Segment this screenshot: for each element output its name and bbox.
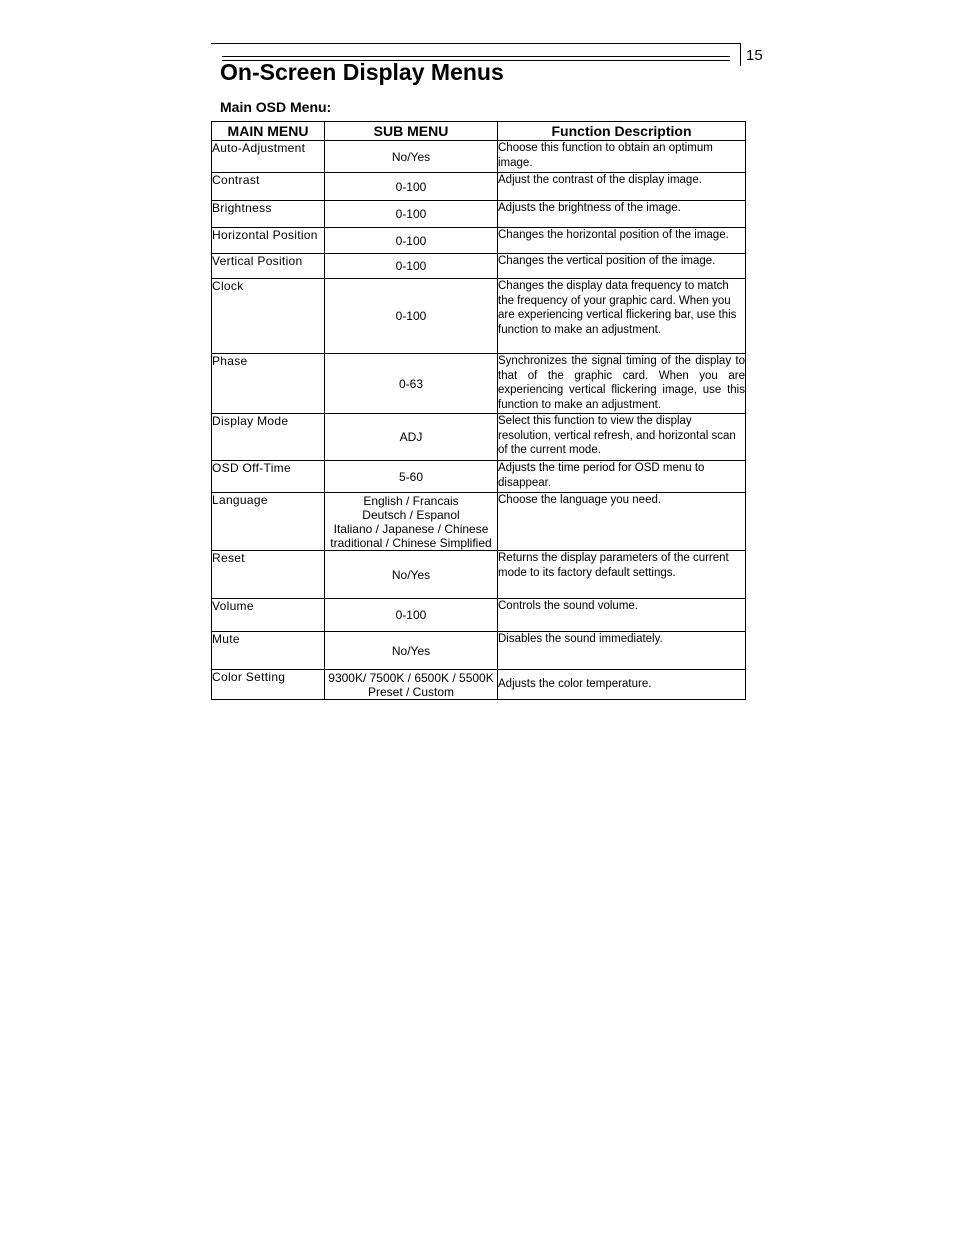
table-row bbox=[212, 670, 746, 700]
table-header-row bbox=[212, 122, 746, 141]
sub-menu-cell: No/Yes bbox=[325, 551, 498, 599]
main-menu-cell: Contrast bbox=[212, 173, 325, 201]
sub-menu-cell: No/Yes bbox=[325, 141, 498, 173]
table-row bbox=[212, 632, 746, 670]
main-menu-cell: Language bbox=[212, 493, 325, 551]
table-row bbox=[212, 414, 746, 461]
main-menu-cell: Auto-Adjustment bbox=[212, 141, 325, 173]
sub-menu-cell: No/Yes bbox=[325, 632, 498, 670]
description-cell: Changes the display data frequency to match the frequency of your graphic card. When you are experiencing vertical flickering bar, use this function to make an adjustment. bbox=[498, 279, 746, 354]
header-rule bbox=[211, 43, 741, 44]
description-cell: Returns the display parameters of the current mode to its factory default settings. bbox=[498, 551, 746, 599]
page-number-divider bbox=[740, 44, 741, 66]
header-sub-menu: SUB MENU bbox=[325, 122, 498, 141]
main-menu-cell: Phase bbox=[212, 354, 325, 414]
table-row bbox=[212, 279, 746, 354]
header-main-menu: MAIN MENU bbox=[212, 122, 325, 141]
description-cell: Changes the vertical position of the image. bbox=[498, 254, 746, 279]
table-row bbox=[212, 551, 746, 599]
sub-menu-cell: 0-100 bbox=[325, 254, 498, 279]
table-row bbox=[212, 173, 746, 201]
sub-menu-cell: 5-60 bbox=[325, 461, 498, 493]
sub-menu-cell: 0-100 bbox=[325, 599, 498, 632]
table-row bbox=[212, 493, 746, 551]
sub-menu-cell: English / Francais Deutsch / Espanol Italiano / Japanese / Chinese traditional / Chinese Simplified bbox=[325, 493, 498, 551]
table-row bbox=[212, 254, 746, 279]
main-menu-cell: Vertical Position bbox=[212, 254, 325, 279]
description-cell: Synchronizes the signal timing of the display to that of the graphic card. When you are experiencing vertical flickering image, use this function to make an adjustment. bbox=[498, 354, 746, 414]
table-row bbox=[212, 201, 746, 228]
sub-menu-cell: 0-63 bbox=[325, 354, 498, 414]
description-cell: Disables the sound immediately. bbox=[498, 632, 746, 670]
description-cell: Adjusts the color temperature. bbox=[498, 670, 746, 700]
osd-menu-table bbox=[211, 121, 746, 700]
section-title: Main OSD Menu: bbox=[220, 99, 332, 115]
sub-menu-cell: 9300K/ 7500K / 6500K / 5500K Preset / Custom bbox=[325, 670, 498, 700]
description-cell: Choose this function to obtain an optimum image. bbox=[498, 141, 746, 173]
main-menu-cell: Clock bbox=[212, 279, 325, 354]
sub-menu-cell: 0-100 bbox=[325, 201, 498, 228]
table-row bbox=[212, 228, 746, 254]
description-cell: Controls the sound volume. bbox=[498, 599, 746, 632]
main-menu-cell: Horizontal Position bbox=[212, 228, 325, 254]
table-row bbox=[212, 141, 746, 173]
sub-menu-cell: ADJ bbox=[325, 414, 498, 461]
sub-menu-cell: 0-100 bbox=[325, 228, 498, 254]
description-cell: Changes the horizontal position of the image. bbox=[498, 228, 746, 254]
description-cell: Select this function to view the display resolution, vertical refresh, and horizontal scan of the current mode. bbox=[498, 414, 746, 461]
page-number: 15 bbox=[746, 47, 763, 64]
description-cell: Adjusts the brightness of the image. bbox=[498, 201, 746, 228]
main-menu-cell: Reset bbox=[212, 551, 325, 599]
description-cell: Adjust the contrast of the display image. bbox=[498, 173, 746, 201]
description-cell: Adjusts the time period for OSD menu to disappear. bbox=[498, 461, 746, 493]
description-cell: Choose the language you need. bbox=[498, 493, 746, 551]
main-menu-cell: OSD Off-Time bbox=[212, 461, 325, 493]
table-row bbox=[212, 599, 746, 632]
main-menu-cell: Volume bbox=[212, 599, 325, 632]
main-menu-cell: Mute bbox=[212, 632, 325, 670]
header-function-description: Function Description bbox=[498, 122, 746, 141]
table-row bbox=[212, 354, 746, 414]
main-menu-cell: Display Mode bbox=[212, 414, 325, 461]
table-row bbox=[212, 461, 746, 493]
sub-menu-cell: 0-100 bbox=[325, 279, 498, 354]
page-title: On-Screen Display Menus bbox=[220, 59, 504, 85]
title-double-rule-top bbox=[222, 56, 730, 57]
sub-menu-cell: 0-100 bbox=[325, 173, 498, 201]
main-menu-cell: Brightness bbox=[212, 201, 325, 228]
main-menu-cell: Color Setting bbox=[212, 670, 325, 700]
